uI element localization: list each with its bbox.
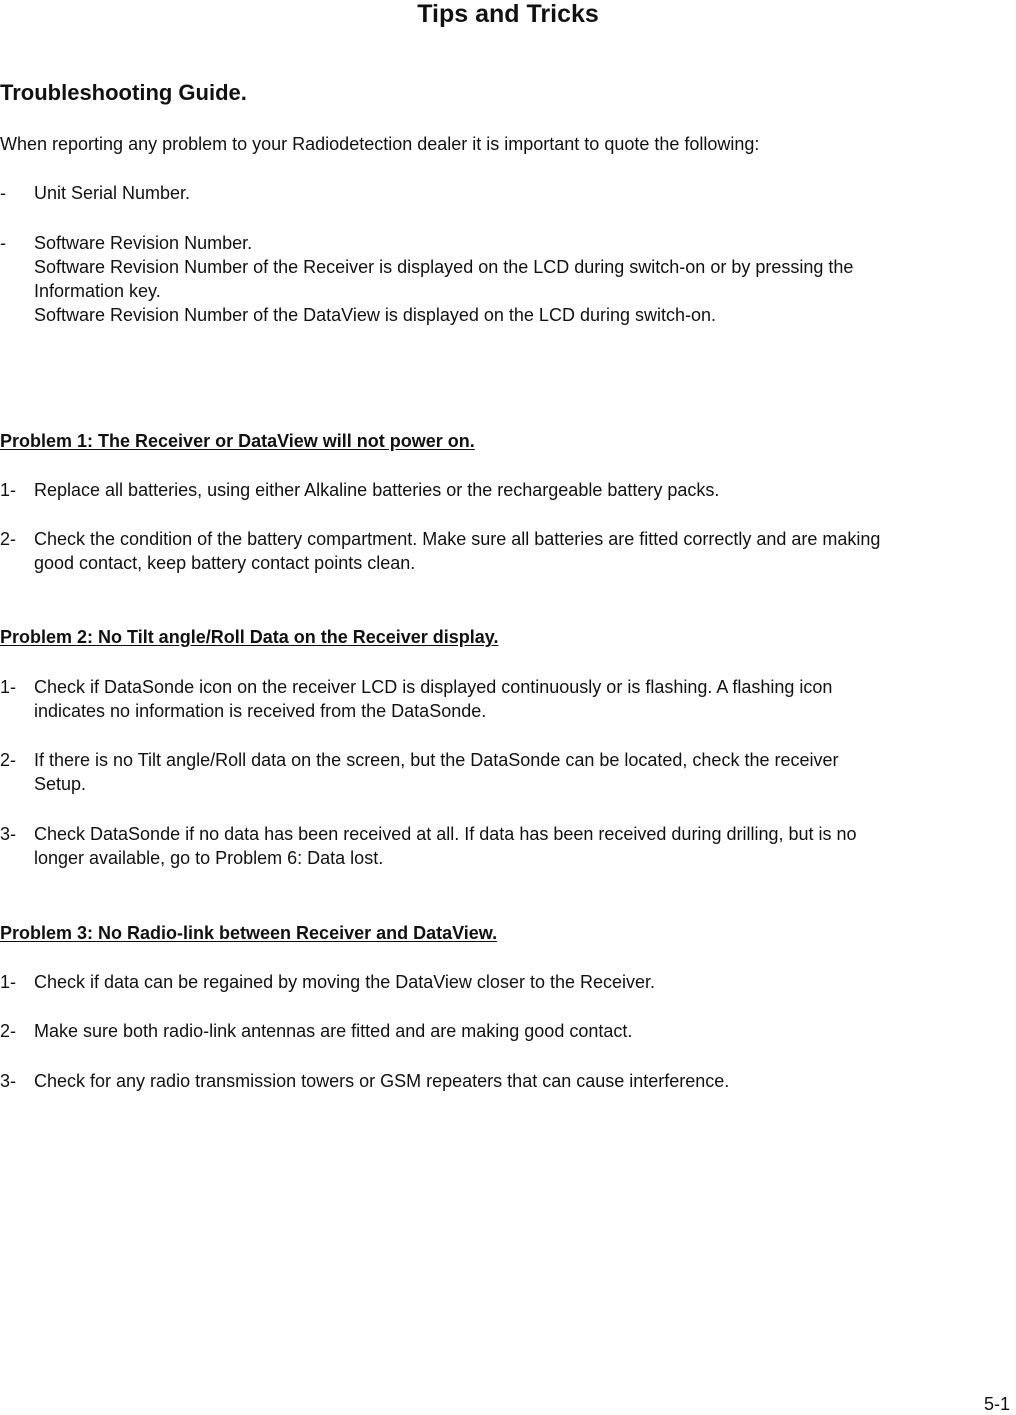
text-line: longer available, go to Problem 6: Data lost.: [34, 848, 384, 868]
page-title: Tips and Tricks: [417, 0, 599, 28]
problem-1-heading: Problem 1: The Receiver or DataView will not power on.: [0, 431, 475, 451]
step-number: 1-: [0, 480, 17, 500]
problem-2-step-1: [34, 675, 1016, 723]
step-number: 3-: [0, 824, 17, 844]
problem-2-heading: Problem 2: No Tilt angle/Roll Data on the Receiver display.: [0, 627, 499, 647]
text-line: Check if data can be regained by moving the DataView closer to the Receiver.: [34, 972, 656, 992]
step-number: 2-: [0, 750, 17, 770]
problem-3-step-3: [34, 1069, 1016, 1093]
bullet-dash: -: [0, 183, 6, 203]
text-line: Software Revision Number.: [34, 233, 253, 253]
text-line: Setup.: [34, 774, 87, 794]
text-line: Information key.: [34, 281, 161, 301]
text-line: Replace all batteries, using either Alkaline batteries or the rechargeable battery packs.: [34, 480, 720, 500]
problem-3-heading: Problem 3: No Radio-link between Receiver and DataView.: [0, 923, 498, 943]
text-line: Software Revision Number of the Receiver is displayed on the LCD during switch-on or by pressing the: [34, 257, 854, 277]
text-line: Check the condition of the battery compartment. Make sure all batteries are fitted correctly and are making: [34, 529, 881, 549]
bullet-text-software-revision: [34, 231, 1016, 327]
text-line: Check if DataSonde icon on the receiver LCD is displayed continuously or is flashing. A flashing icon: [34, 677, 833, 697]
text-line: Software Revision Number of the DataView is displayed on the LCD during switch-on.: [34, 305, 717, 325]
intro-paragraph: When reporting any problem to your Radiodetection dealer it is important to quote the following:: [0, 134, 760, 154]
step-number: 1-: [0, 677, 17, 697]
bullet-text-serial: Unit Serial Number.: [34, 183, 191, 203]
problem-3-step-1: [34, 970, 1016, 994]
text-line: If there is no Tilt angle/Roll data on the screen, but the DataSonde can be located, check the receiver: [34, 750, 839, 770]
problem-3-step-2: [34, 1019, 1016, 1043]
text-line: Check for any radio transmission towers or GSM repeaters that can cause interference.: [34, 1071, 730, 1091]
text-line: Make sure both radio-link antennas are fitted and are making good contact.: [34, 1021, 633, 1041]
step-number: 1-: [0, 972, 17, 992]
text-line: good contact, keep battery contact points clean.: [34, 553, 416, 573]
page-number: 5-1: [983, 1394, 1010, 1414]
bullet-dash: -: [0, 233, 6, 253]
problem-2-step-2: [34, 748, 1016, 796]
section-heading-troubleshooting: Troubleshooting Guide.: [0, 80, 247, 105]
problem-1-step-2: [34, 527, 1016, 575]
step-number: 3-: [0, 1071, 17, 1091]
step-number: 2-: [0, 1021, 17, 1041]
text-line: Check DataSonde if no data has been received at all. If data has been received during drilling, but is no: [34, 824, 857, 844]
problem-1-step-1: [34, 478, 1016, 502]
step-number: 2-: [0, 529, 17, 549]
text-line: indicates no information is received from the DataSonde.: [34, 701, 487, 721]
problem-2-step-3: [34, 822, 1016, 870]
